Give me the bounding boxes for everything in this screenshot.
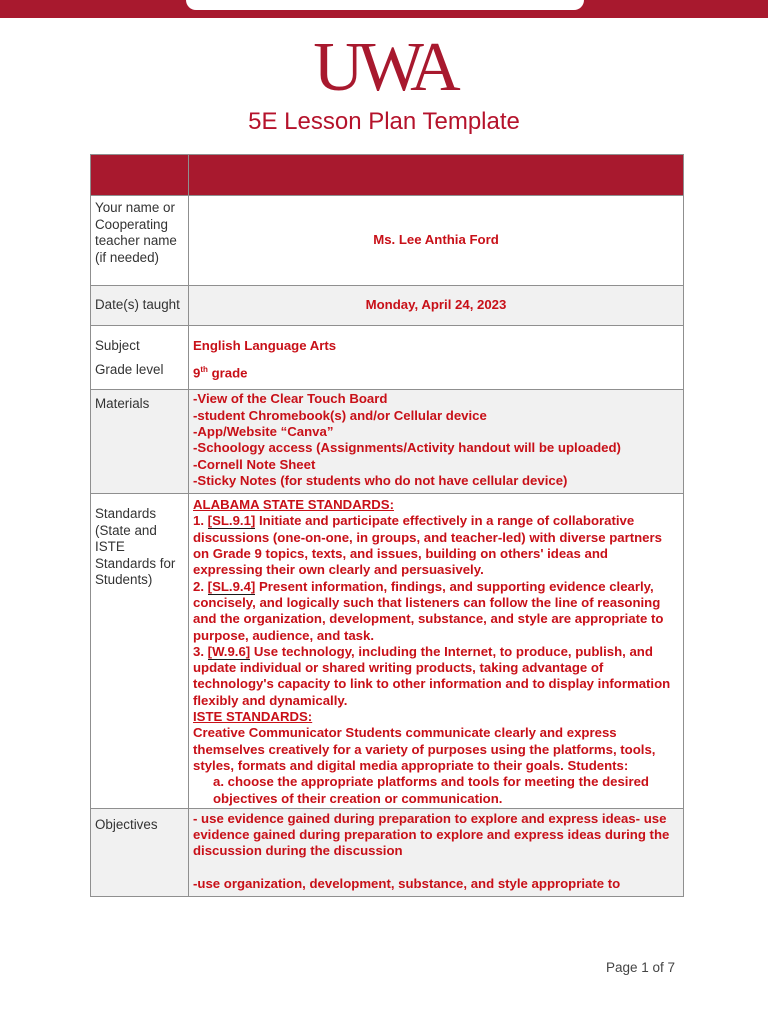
row-standards <box>91 494 684 809</box>
grade-suffix: th <box>200 365 208 374</box>
header-cell-left <box>91 155 189 196</box>
iste-standards-heading: ISTE STANDARDS: <box>193 709 313 725</box>
value-materials <box>189 390 684 494</box>
value-subject-grade <box>189 326 684 390</box>
materials-item: -Schoology access (Assignments/Activity handout will be uploaded) <box>193 440 621 456</box>
value-objectives <box>189 808 684 896</box>
standard-code: [SL.9.4] <box>207 578 256 594</box>
row-date <box>91 286 684 326</box>
standard-number: 2. <box>193 578 204 594</box>
standard-code: [W.9.6] <box>207 643 251 659</box>
standard-item <box>193 644 679 709</box>
value-standards <box>189 494 684 809</box>
standard-text: Present information, findings, and supporting evidence clearly, concisely, and logically such that listeners can follow the line of reasoning and the organization, development, substance, and style are appropriate to purpose, audience, and task. <box>193 578 664 643</box>
standard-item <box>193 513 679 578</box>
label-subject-grade <box>91 326 189 390</box>
objective-line: -use organization, development, substance, and style appropriate to <box>193 875 621 891</box>
materials-item: -Sticky Notes (for students who do not have cellular device) <box>193 472 568 488</box>
value-subject: English Language Arts <box>193 338 337 353</box>
standard-text: Use technology, including the Internet, to produce, publish, and update individual or shared writing products, taking advantage of technology's capacity to link to other information and to display information flexibly and dynamically. <box>193 643 671 708</box>
grade-word: grade <box>207 365 248 381</box>
standard-number: 1. <box>193 513 204 529</box>
materials-item: -App/Website “Canva” <box>193 423 334 439</box>
top-brand-tab <box>186 0 584 10</box>
label-grade: Grade level <box>95 362 164 377</box>
label-date: Date(s) taught <box>91 286 189 326</box>
row-subject-grade <box>91 326 684 390</box>
standard-code: [SL.9.1] <box>207 513 256 529</box>
value-date: Monday, April 24, 2023 <box>189 286 684 326</box>
iste-text: Creative Communicator Students communicate clearly and express themselves creatively for a variety of purposes using the platforms, tools, styles, formats and digital media appropriate to their goals. Students: <box>193 725 656 773</box>
row-objectives <box>91 808 684 896</box>
uwa-logo <box>0 26 768 98</box>
label-objectives: Objectives <box>91 808 189 896</box>
objective-line: - use evidence gained during preparation to explore and express ideas- use evidence gained during preparation to explore and express ideas during the discussion during the discussion <box>193 810 670 859</box>
label-standards: Standards (State and ISTE Standards for Students) <box>91 494 189 809</box>
materials-item: -Cornell Note Sheet <box>193 456 316 472</box>
row-materials <box>91 390 684 494</box>
value-grade <box>193 358 679 385</box>
grade-number: 9 <box>193 365 201 381</box>
standard-number: 3. <box>193 643 204 659</box>
alabama-standards-heading: ALABAMA STATE STANDARDS: <box>193 497 394 513</box>
header-cell-right <box>189 155 684 196</box>
label-materials: Materials <box>91 390 189 494</box>
table-header-row <box>91 155 684 196</box>
standard-item <box>193 579 679 644</box>
row-name <box>91 196 684 286</box>
lesson-plan-table <box>90 154 684 897</box>
page-title: 5E Lesson Plan Template <box>248 108 520 135</box>
value-teacher-name: Ms. Lee Anthia Ford <box>189 196 684 286</box>
label-name: Your name or Cooperating teacher name (if needed) <box>91 196 189 286</box>
uwa-logo-text: UWA <box>313 29 455 96</box>
label-subject: Subject <box>95 338 140 353</box>
materials-item: -View of the Clear Touch Board <box>193 391 388 407</box>
standard-text: Initiate and participate effectively in a range of collaborative discussions (one-on-one, in groups, and teacher-led) with diverse partners on Grade 9 topics, texts, and issues, building on others' ideas and expressing their own clearly and persuasively. <box>193 513 662 578</box>
page-number: Page 1 of 7 <box>606 960 676 975</box>
materials-item: -student Chromebook(s) and/or Cellular device <box>193 407 487 423</box>
iste-subitem: a. choose the appropriate platforms and tools for meeting the desired objectives of their creation or communication. <box>213 774 649 806</box>
